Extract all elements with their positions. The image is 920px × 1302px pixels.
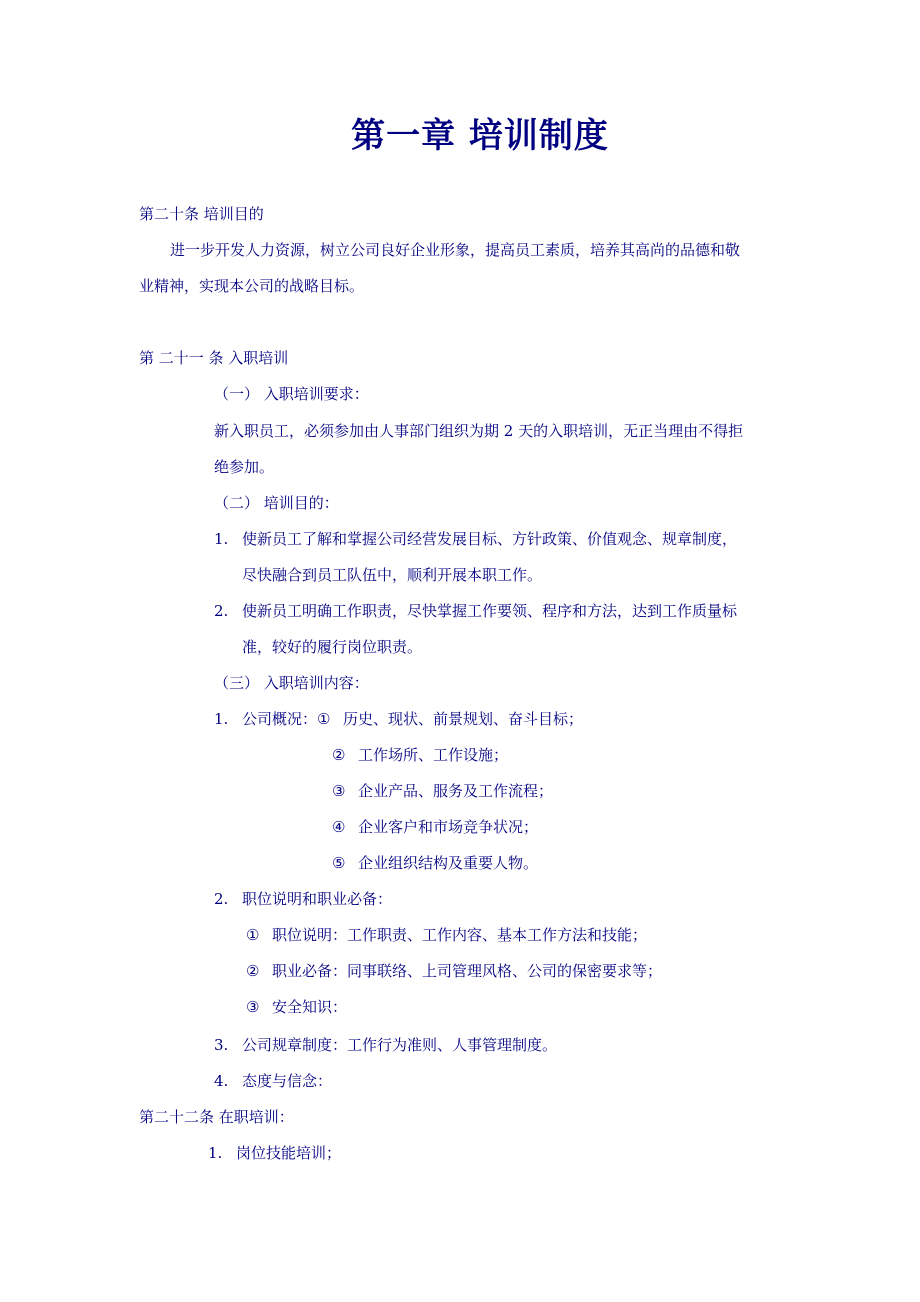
article-20-body-line-1: 进一步开发人力资源，树立公司良好企业形象，提高员工素质，培养其高尚的品德和敬 bbox=[170, 241, 741, 259]
sub-point bbox=[246, 997, 347, 1017]
article-21-sub1-line-2: 绝参加。 bbox=[214, 458, 275, 476]
point-text: 历史、现状、前景规划、奋斗目标； bbox=[343, 710, 584, 728]
point-text: 职位说明：工作职责、工作内容、基本工作方法和技能； bbox=[272, 926, 648, 944]
circled-number: ① bbox=[246, 926, 260, 944]
list-item bbox=[208, 1143, 341, 1163]
list-label: 公司概况： bbox=[242, 710, 318, 728]
circled-number: ③ bbox=[332, 782, 346, 800]
article-20-body-line-2: 业精神，实现本公司的战略目标。 bbox=[139, 277, 365, 295]
list-number: 4. bbox=[214, 1072, 229, 1090]
circled-number: ④ bbox=[332, 818, 346, 836]
article-21-heading: 第 二十一 条 入职培训 bbox=[139, 349, 289, 367]
list-text: 岗位技能培训； bbox=[236, 1144, 342, 1162]
article-21-sub2-heading: （二） 培训目的： bbox=[214, 494, 339, 512]
point-text: 职业必备：同事联络、上司管理风格、公司的保密要求等； bbox=[272, 962, 663, 980]
sub-point bbox=[246, 925, 647, 945]
circled-number: ② bbox=[246, 962, 260, 980]
list-text: 使新员工了解和掌握公司经营发展目标、方针政策、价值观念、规章制度， bbox=[242, 530, 738, 548]
list-item-continuation: 准，较好的履行岗位职责。 bbox=[242, 638, 423, 656]
list-number: 3. bbox=[214, 1036, 229, 1054]
list-text: 使新员工明确工作职责，尽快掌握工作要领、程序和方法，达到工作质量标 bbox=[242, 602, 738, 620]
sub-point bbox=[332, 817, 538, 837]
list-item bbox=[214, 529, 737, 549]
list-item bbox=[214, 601, 737, 621]
article-21-sub3-heading: （三） 入职培训内容： bbox=[214, 674, 369, 692]
list-number: 1. bbox=[214, 710, 229, 728]
point-text: 企业组织结构及重要人物。 bbox=[358, 854, 539, 872]
list-label: 职位说明和职业必备： bbox=[242, 890, 393, 908]
sub-point bbox=[332, 853, 538, 873]
sub-point bbox=[332, 781, 553, 801]
list-item bbox=[214, 1071, 332, 1091]
list-text: 公司规章制度：工作行为准则、人事管理制度。 bbox=[242, 1036, 558, 1054]
point-text: 企业产品、服务及工作流程； bbox=[358, 782, 554, 800]
article-21-sub1-heading: （一） 入职培训要求： bbox=[214, 385, 369, 403]
circled-number: ① bbox=[317, 710, 331, 728]
list-item bbox=[214, 1035, 557, 1055]
list-number: 1. bbox=[208, 1144, 223, 1162]
page-title: 第一章 培训制度 bbox=[351, 116, 609, 156]
circled-number: ⑤ bbox=[332, 854, 346, 872]
circled-number: ③ bbox=[246, 998, 260, 1016]
list-number: 2. bbox=[214, 602, 229, 620]
circled-number: ② bbox=[332, 746, 346, 764]
list-text: 态度与信念： bbox=[242, 1072, 333, 1090]
list-item bbox=[214, 889, 392, 909]
point-text: 安全知识： bbox=[272, 998, 348, 1016]
list-number: 1. bbox=[214, 530, 229, 548]
list-number: 2. bbox=[214, 890, 229, 908]
article-21-sub1-line-1: 新入职员工，必须参加由人事部门组织为期 2 天的入职培训，无正当理由不得拒 bbox=[214, 422, 744, 440]
list-item-continuation: 尽快融合到员工队伍中，顺利开展本职工作。 bbox=[242, 566, 543, 584]
list-item bbox=[214, 709, 583, 729]
article-22-heading: 第二十二条 在职培训： bbox=[139, 1108, 294, 1126]
point-text: 工作场所、工作设施； bbox=[358, 746, 509, 764]
article-20-heading: 第二十条 培训目的 bbox=[139, 205, 264, 223]
point-text: 企业客户和市场竞争状况； bbox=[358, 818, 539, 836]
sub-point bbox=[246, 961, 662, 981]
sub-point bbox=[332, 745, 508, 765]
